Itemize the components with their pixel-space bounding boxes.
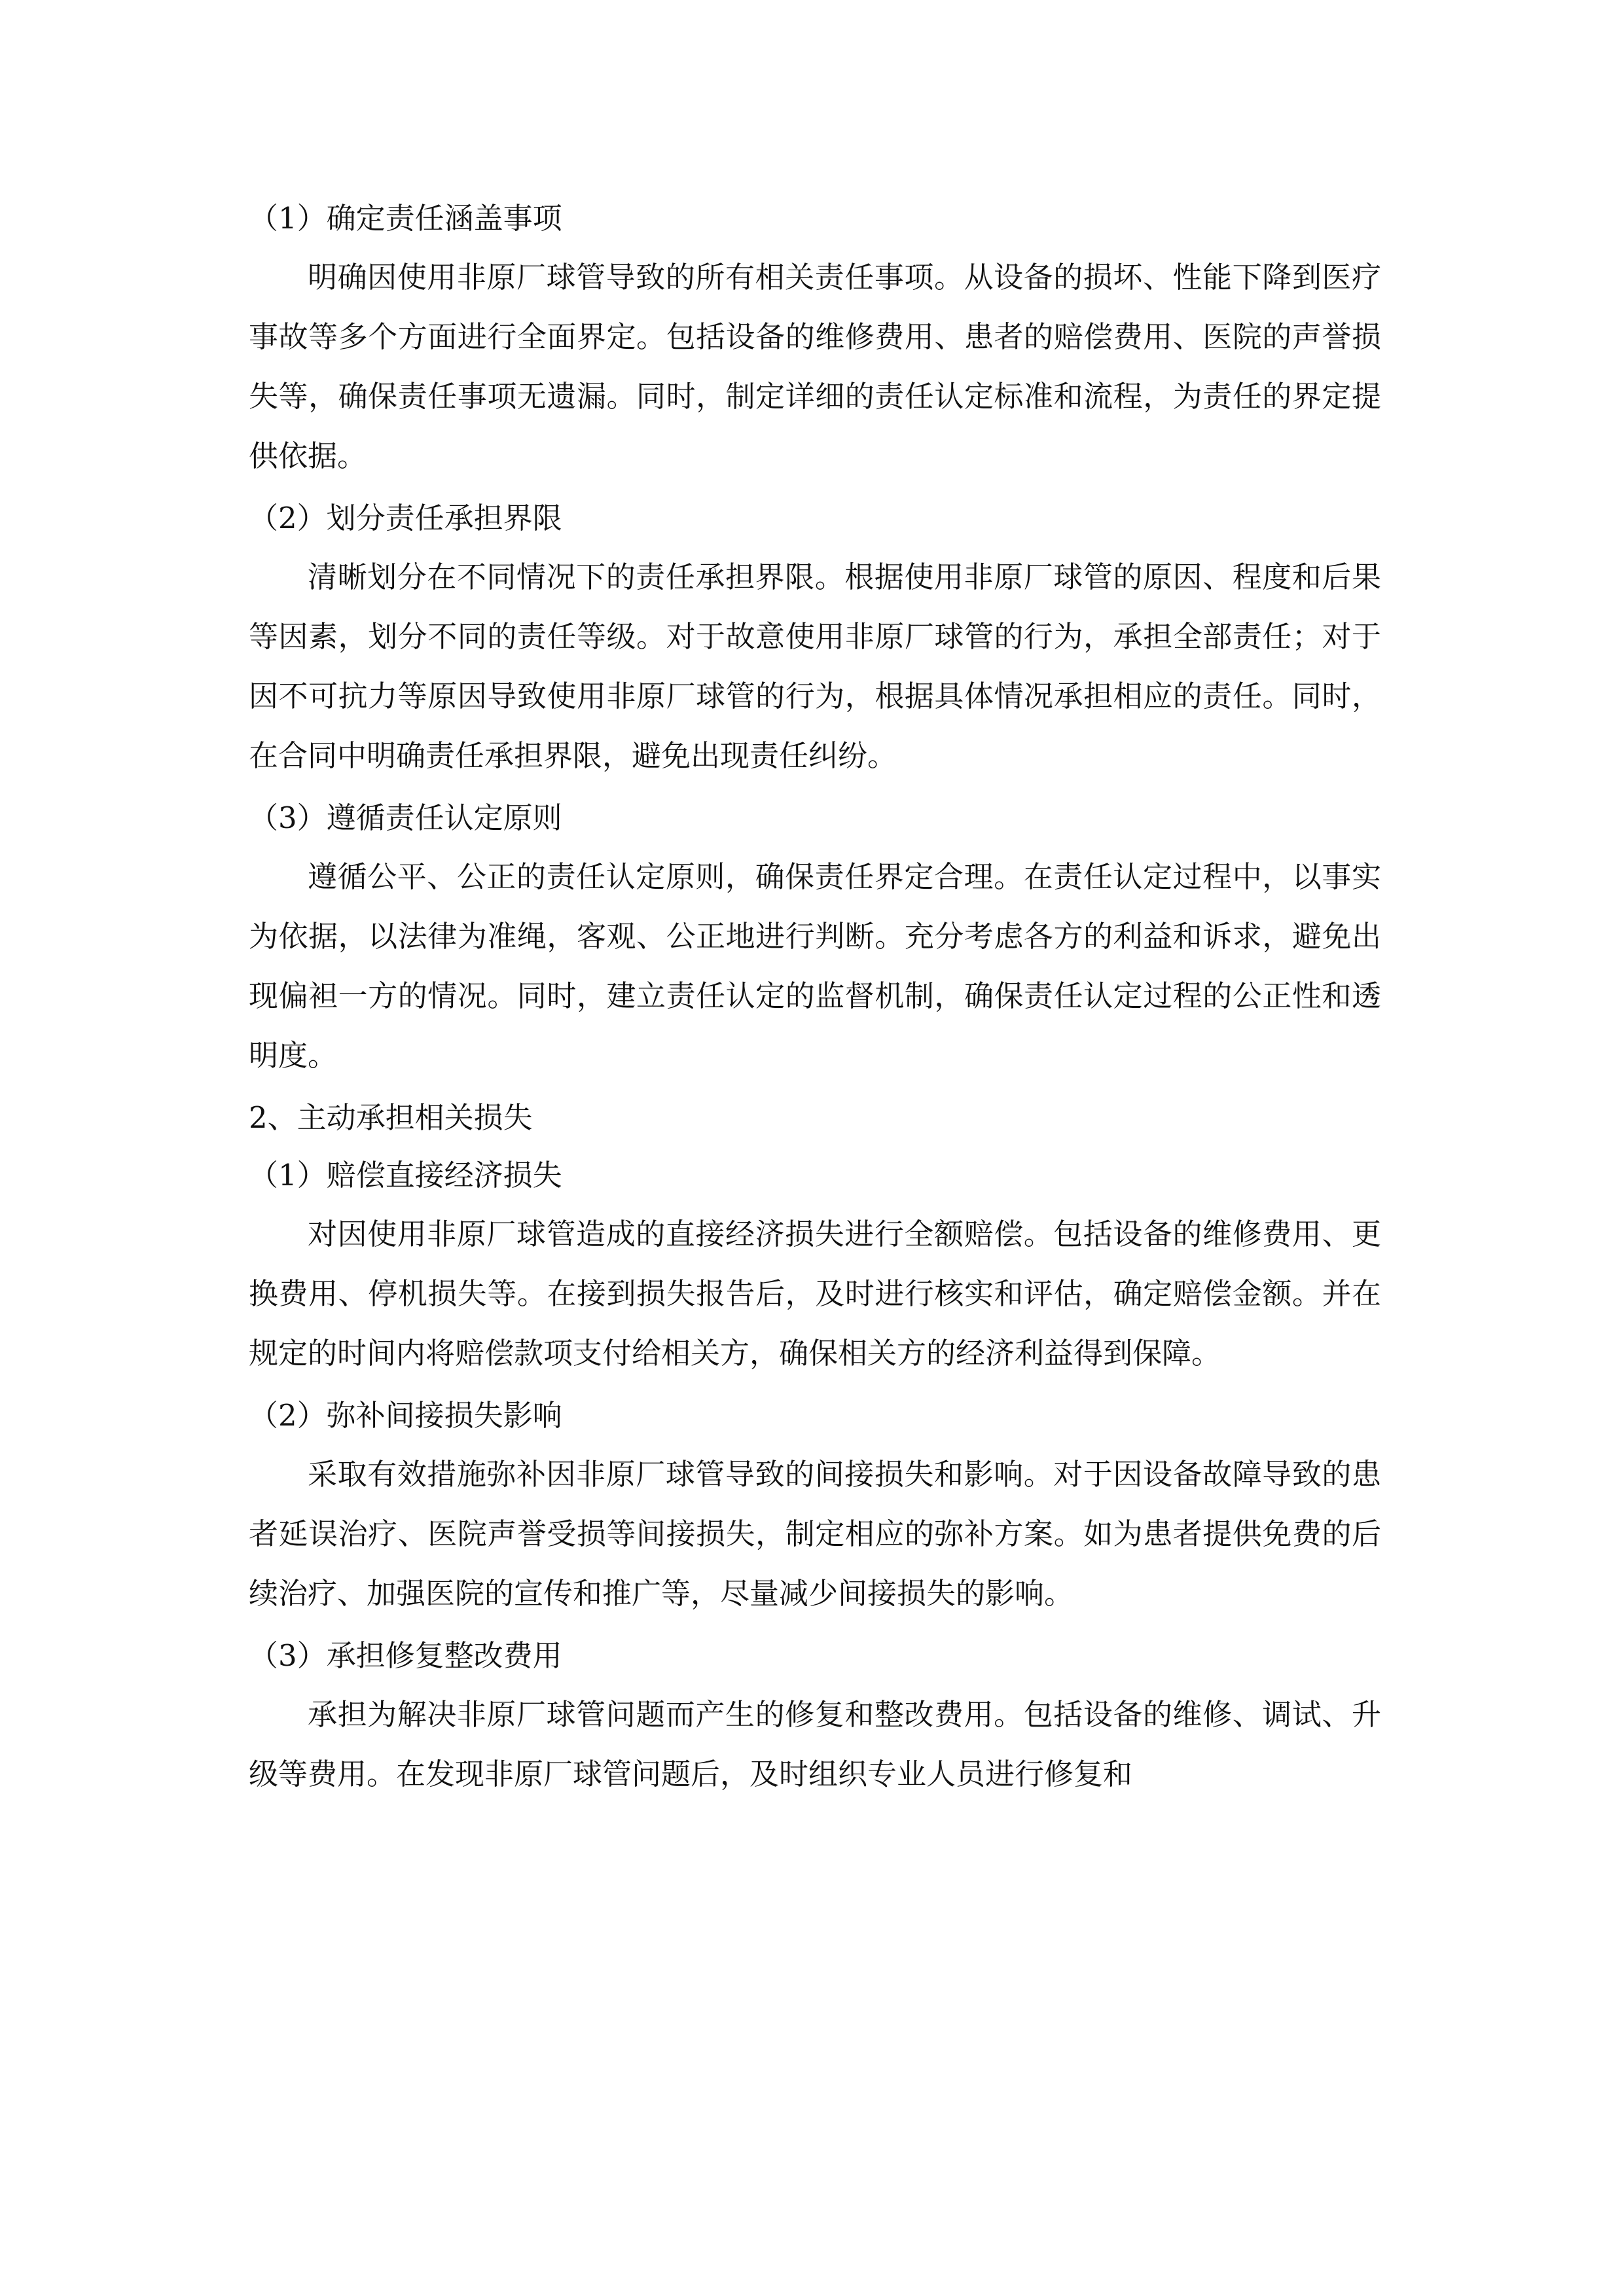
paragraph-indirect-loss: 采取有效措施弥补因非原厂球管导致的间接损失和影响。对于因设备故障导致的患者延误治疗、医院声誉受损等间接损失，制定相应的弥补方案。如为患者提供免费的后续治疗、加强医院的宣传和推广等，尽量减少间接损失的影响。 <box>249 1457 1381 1611</box>
subheading-1-1: （1）确定责任涵盖事项 <box>249 201 562 236</box>
paragraph-responsibility-scope: 明确因使用非原厂球管导致的所有相关责任事项。从设备的损坏、性能下降到医疗事故等多个方面进行全面界定。包括设备的维修费用、患者的赔偿费用、医院的声誉损失等，确保责任事项无遗漏。同时，制定详细的责任认定标准和流程，为责任的界定提供依据。 <box>249 260 1381 473</box>
section-heading-2: 2、主动承担相关损失 <box>249 1100 533 1135</box>
subheading-1-2: （2）划分责任承担界限 <box>249 501 562 535</box>
document-body <box>249 190 1381 1808</box>
paragraph-direct-loss: 对因使用非原厂球管造成的直接经济损失进行全额赔偿。包括设备的维修费用、更换费用、停机损失等。在接到损失报告后，及时进行核实和评估，确定赔偿金额。并在规定的时间内将赔偿款项支付给相关方，确保相关方的经济利益得到保障。 <box>249 1217 1381 1371</box>
subheading-2-2: （2）弥补间接损失影响 <box>249 1398 562 1433</box>
subheading-2-1: （1）赔偿直接经济损失 <box>249 1158 562 1193</box>
subheading-2-3: （3）承担修复整改费用 <box>249 1638 562 1673</box>
paragraph-repair-cost: 承担为解决非原厂球管问题而产生的修复和整改费用。包括设备的维修、调试、升级等费用。在发现非原厂球管问题后，及时组织专业人员进行修复和 <box>249 1697 1381 1791</box>
subheading-1-3: （3）遵循责任认定原则 <box>249 800 562 835</box>
paragraph-responsibility-boundary: 清晰划分在不同情况下的责任承担界限。根据使用非原厂球管的原因、程度和后果等因素，划分不同的责任等级。对于故意使用非原厂球管的行为，承担全部责任；对于因不可抗力等原因导致使用非原厂球管的行为，根据具体情况承担相应的责任。同时，在合同中明确责任承担界限，避免出现责任纠纷。 <box>249 560 1381 773</box>
paragraph-responsibility-principle: 遵循公平、公正的责任认定原则，确保责任界定合理。在责任认定过程中，以事实为依据，以法律为准绳，客观、公正地进行判断。充分考虑各方的利益和诉求，避免出现偏袒一方的情况。同时，建立责任认定的监督机制，确保责任认定过程的公正性和透明度。 <box>249 859 1381 1073</box>
